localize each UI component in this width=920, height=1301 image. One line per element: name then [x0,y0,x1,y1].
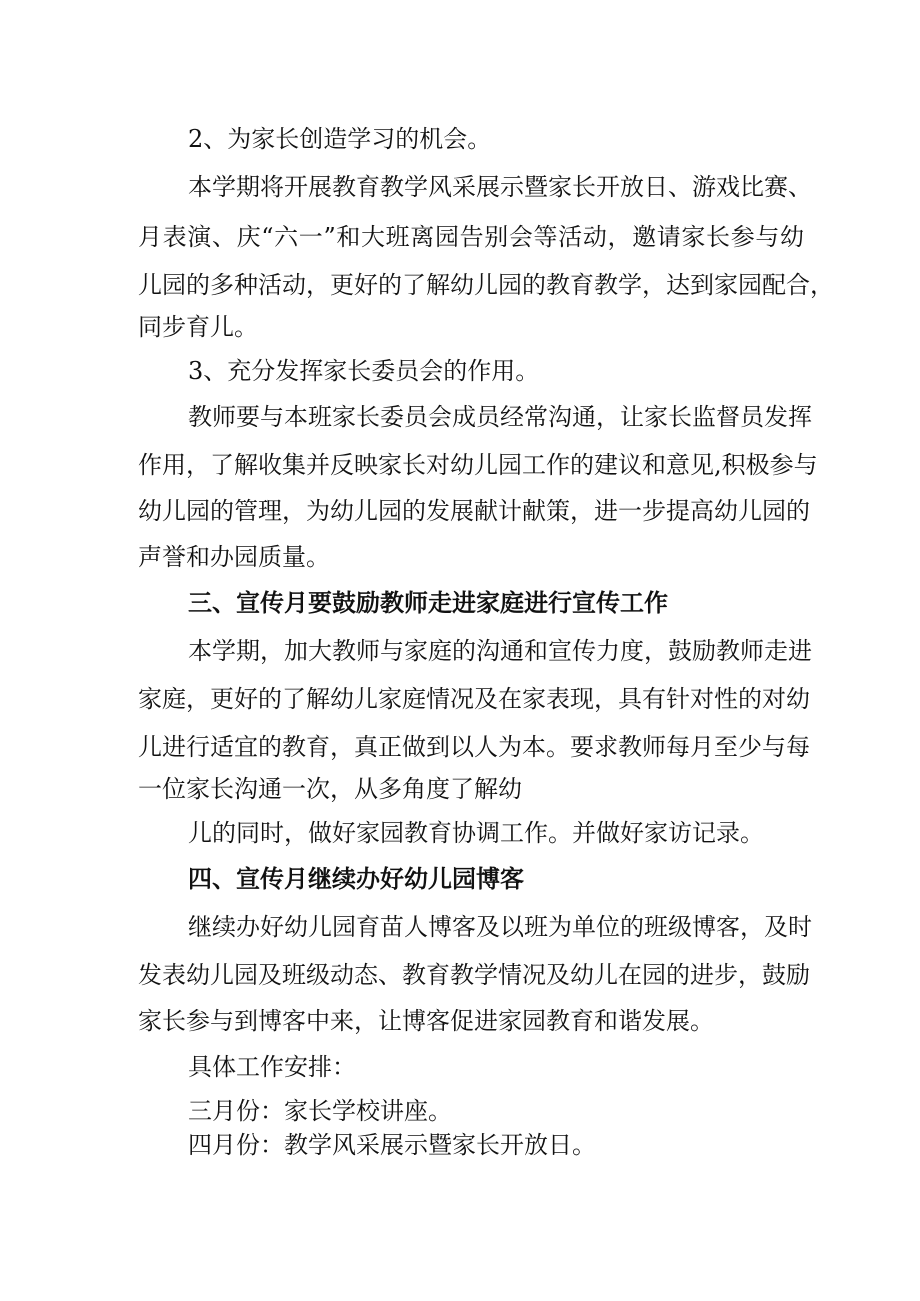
paragraph-line: 本学期，加大教师与家庭的沟通和宣传力度，鼓励教师走进 [188,637,812,665]
paragraph-line: 同步育儿。 [138,313,258,341]
paragraph-line: 幼儿园的管理，为幼儿园的发展献计献策，进一步提高幼儿园的 [138,497,810,525]
paragraph-line: 继续办好幼儿园育苗人博客及以班为单位的班级博客，及时 [188,913,812,941]
schedule-title: 具体工作安排： [188,1053,356,1081]
schedule-item-april: 四月份：教学风采展示暨家长开放日。 [188,1131,596,1159]
paragraph-line: 声誉和办园质量。 [138,543,330,571]
item-heading-3: 3、充分发挥家长委员会的作用。 [188,357,540,385]
paragraph-line: 儿园的多种活动，更好的了解幼儿园的教育教学，达到家园配合， [138,271,834,299]
paragraph-line: 家庭，更好的了解幼儿家庭情况及在家表现，具有针对性的对幼 [138,685,810,713]
section-heading-4: 四、宣传月继续办好幼儿园博客 [188,865,524,893]
paragraph-line: 教师要与本班家长委员会成员经常沟通，让家长监督员发挥 [188,403,812,431]
schedule-item-march: 三月份：家长学校讲座。 [188,1097,452,1125]
item-heading-2: 2、为家长创造学习的机会。 [188,125,492,153]
section-heading-3: 三、宣传月要鼓励教师走进家庭进行宣传工作 [188,589,668,617]
paragraph-line: 儿进行适宜的教育，真正做到以人为本。要求教师每月至少与每 [138,733,810,761]
paragraph-line: 本学期将开展教育教学风采展示暨家长开放日、游戏比赛、 [188,173,812,201]
paragraph-line: 一位家长沟通一次，从多角度了解幼 [138,775,522,803]
paragraph-line: 月表演、庆“六一”和大班离园告别会等活动，邀请家长参与幼 [138,223,804,251]
paragraph-line: 家长参与到博客中来，让博客促进家园教育和谐发展。 [138,1007,714,1035]
paragraph-line: 作用，了解收集并反映家长对幼儿园工作的建议和意见,积极参与 [138,451,818,479]
paragraph-line: 儿的同时，做好家园教育协调工作。并做好家访记录。 [188,819,764,847]
paragraph-line: 发表幼儿园及班级动态、教育教学情况及幼儿在园的进步，鼓励 [138,961,810,989]
